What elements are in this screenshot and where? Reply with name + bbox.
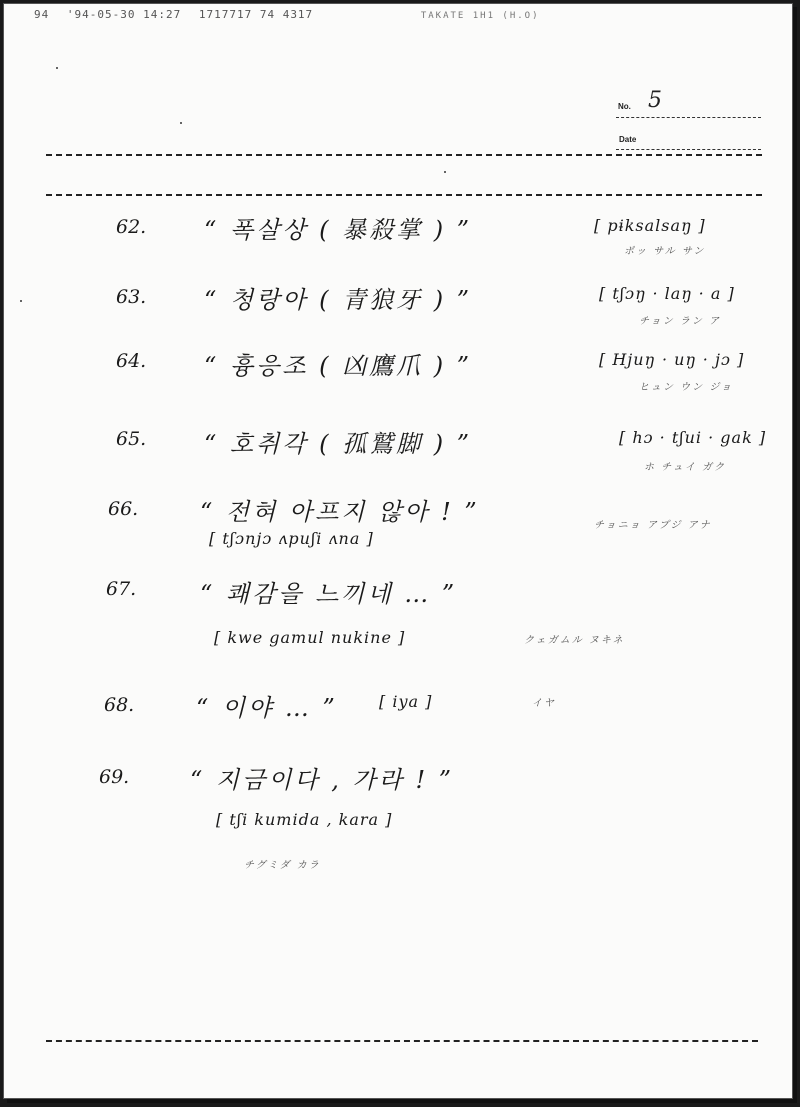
entry-66-korean: “ 전혀 아프지 않아 ! ” — [200, 498, 480, 526]
entry-69-ipa: [ tʃi kumida , kara ] — [216, 810, 393, 829]
entry-66-kana: チョニョ アプジ アナ — [594, 520, 712, 531]
fax-header — [34, 8, 550, 21]
entry-66-ipa: [ tʃɔnjɔ ʌpuʃi ʌna ] — [209, 529, 374, 548]
entry-63-ipa: [ tʃɔŋ · laŋ · a ] — [599, 284, 735, 303]
fax-page — [3, 3, 793, 1099]
entry-66-number: 66. — [108, 498, 139, 520]
entry-68-number: 68. — [104, 694, 135, 716]
top-rule-1 — [46, 154, 762, 156]
top-rule-2 — [46, 194, 762, 196]
fax-sender: TAKATE 1H1 (H.O) — [420, 11, 540, 21]
entry-64-ipa: [ Hjuŋ · uŋ · jɔ ] — [599, 350, 745, 369]
entry-62-number: 62. — [116, 216, 147, 238]
fax-datetime: '94-05-30 14:27 — [66, 8, 182, 21]
entry-62-ipa: [ pɨksalsaŋ ] — [594, 216, 706, 235]
entry-67-korean: “ 쾌감을 느끼네 … ” — [200, 580, 458, 608]
entry-67-ipa: [ kwe gamul nukine ] — [214, 628, 406, 647]
bottom-rule — [46, 1040, 758, 1042]
entry-65-ipa: [ hɔ · tʃui · gak ] — [619, 428, 767, 447]
entry-63-number: 63. — [116, 286, 147, 308]
entry-69-korean: “ 지금이다 , 가라 ! ” — [190, 766, 455, 794]
entry-68-korean: “ 이야 … ” — [196, 694, 338, 722]
entry-63-korean: “ 청랑아 ( 青狼牙 ) ” — [204, 286, 472, 314]
entry-68-ipa: [ iya ] — [379, 692, 433, 711]
entry-64-korean: “ 흉응조 ( 凶鷹爪 ) ” — [204, 352, 472, 380]
entry-69-number: 69. — [99, 766, 130, 788]
entry-62-kana: ポッ サル サン — [624, 246, 706, 257]
no-value: 5 — [648, 88, 662, 113]
entry-68-kana: イヤ — [532, 698, 556, 709]
entry-62-korean: “ 폭살상 ( 暴殺掌 ) ” — [204, 216, 472, 244]
scan-speck — [180, 122, 182, 124]
fax-page-number: 94 — [34, 8, 50, 21]
entry-64-kana: ヒュン ウン ジョ — [639, 382, 734, 393]
date-label: Date — [619, 135, 637, 144]
scan-speck — [444, 171, 446, 173]
scan-speck — [20, 300, 22, 302]
entry-65-kana: ホ チュイ ガク — [644, 462, 727, 473]
entry-64-number: 64. — [116, 350, 147, 372]
fax-number: 1717717 74 4317 — [198, 8, 314, 21]
entry-65-number: 65. — [116, 428, 147, 450]
entry-67-kana: クェガムル ヌキネ — [524, 635, 625, 646]
no-label: No. — [618, 102, 631, 111]
entry-63-kana: チョン ラン ア — [639, 316, 722, 327]
entry-65-korean: “ 호취각 ( 孤鷲脚 ) ” — [204, 430, 472, 458]
entry-67-number: 67. — [106, 578, 137, 600]
entry-69-kana: チグミダ カラ — [244, 860, 321, 871]
scan-speck — [56, 67, 58, 69]
no-underline — [616, 117, 761, 118]
date-underline — [616, 149, 761, 150]
